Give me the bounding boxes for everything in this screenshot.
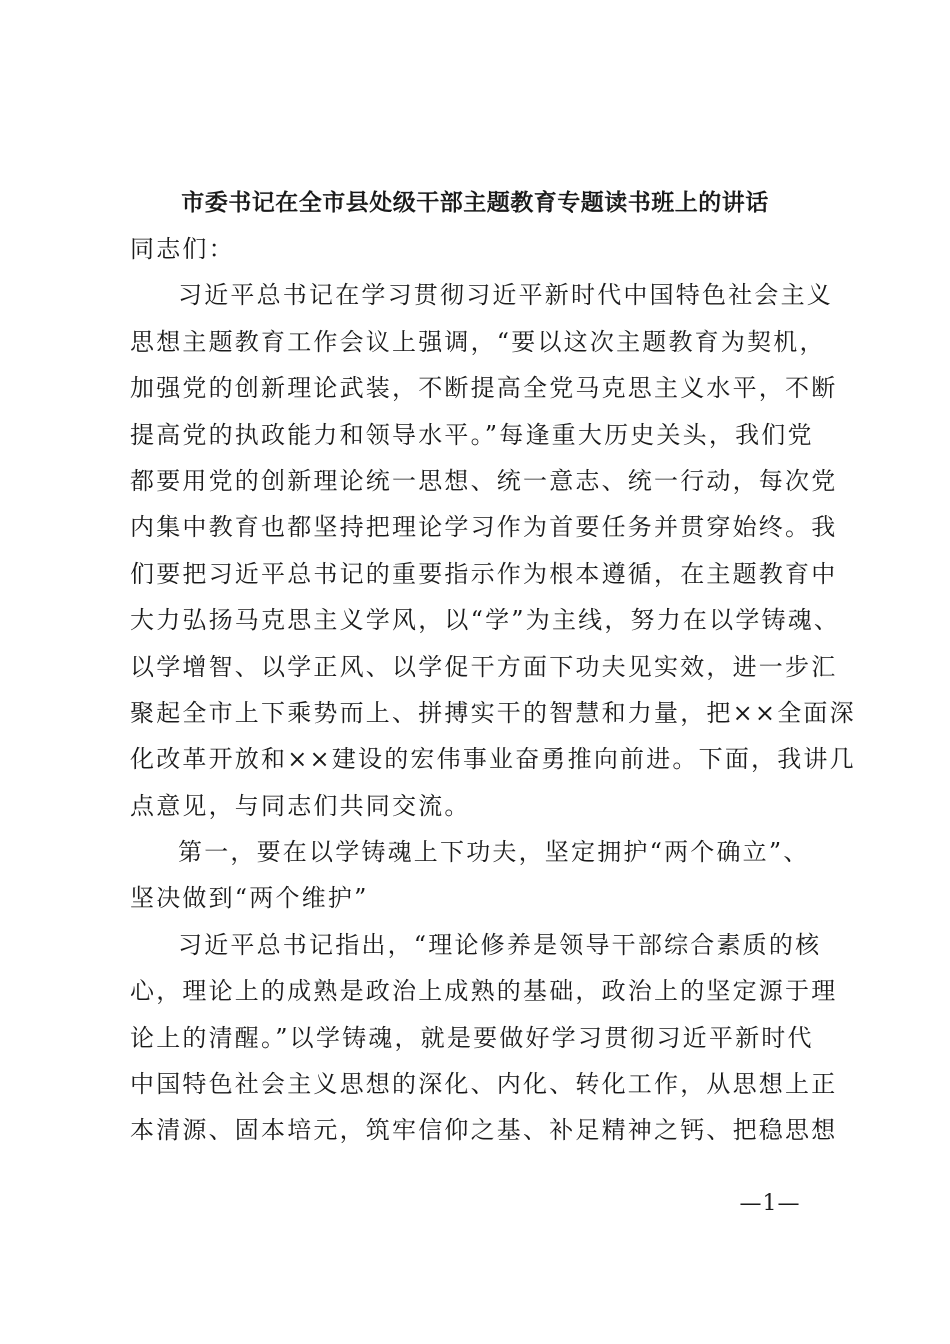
body-text (130, 226, 856, 1154)
text-line: 同志们： (130, 235, 235, 263)
document-title: 市委书记在全市县处级干部主题教育专题读书班上的讲话 (181, 189, 769, 216)
text-line: 本清源、固本培元，筑牢信仰之基、补足精神之钙、把稳思想 (130, 1116, 838, 1145)
paragraph-first-line: 习近平总书记指出，“理论修养是领导干部综合素质的核 (178, 930, 822, 959)
text-line: 坚决做到“两个维护” (130, 884, 369, 913)
text-line: 大力弘扬马克思主义学风，以“学”为主线，努力在以学铸魂、 (130, 606, 841, 635)
paragraph-first-line: 习近平总书记在学习贯彻习近平新时代中国特色社会主义 (178, 281, 833, 310)
text-line: 聚起全市上下乘势而上、拼搏实干的智慧和力量，把××全面深 (130, 698, 856, 727)
text-line: 都要用党的创新理论统一思想、统一意志、统一行动，每次党 (130, 466, 838, 495)
text-line: 点意见，与同志们共同交流。 (130, 791, 471, 820)
text-line: 加强党的创新理论武装，不断提高全党马克思主义水平，不断 (130, 374, 838, 403)
paragraph-first-line: 第一，要在以学铸魂上下功夫，坚定拥护“两个确立”、 (178, 838, 810, 867)
text-line: 提高党的执政能力和领导水平。”每逢重大历史关头，我们党 (130, 420, 814, 449)
text-line: 论上的清醒。”以学铸魂，就是要做好学习贯彻习近平新时代 (130, 1023, 814, 1052)
text-line: 们要把习近平总书记的重要指示作为根本遵循，在主题教育中 (130, 559, 838, 588)
text-line: 思想主题教育工作会议上强调，“要以这次主题教育为契机， (130, 327, 826, 356)
page-number: —1— (739, 1191, 801, 1216)
text-line: 以学增智、以学正风、以学促干方面下功夫见实效，进一步汇 (130, 652, 838, 681)
text-line: 内集中教育也都坚持把理论学习作为首要任务并贯穿始终。我 (130, 513, 838, 542)
text-line: 心，理论上的成熟是政治上成熟的基础，政治上的坚定源于理 (130, 977, 838, 1006)
text-line: 中国特色社会主义思想的深化、内化、转化工作，从思想上正 (130, 1070, 838, 1099)
text-line: 化改革开放和××建设的宏伟事业奋勇推向前进。下面，我讲几 (130, 745, 856, 774)
